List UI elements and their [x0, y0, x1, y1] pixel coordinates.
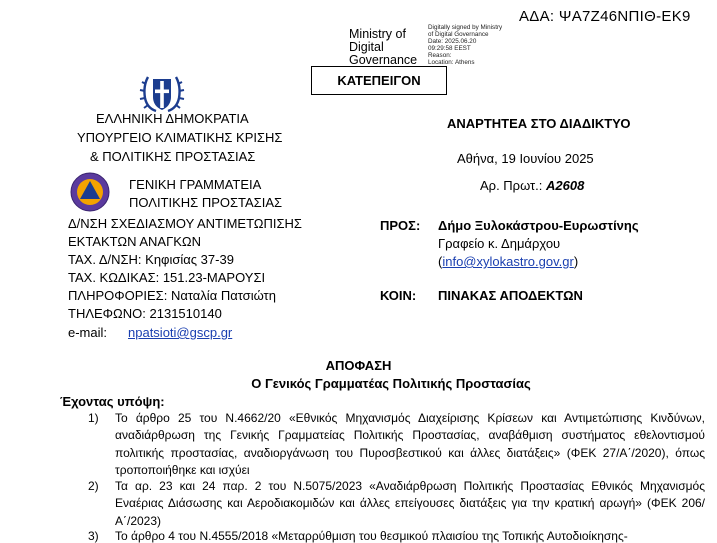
recipient-email-link[interactable]: info@xylokastro.gov.gr: [442, 254, 574, 269]
cc-label: ΚΟΙΝ:: [380, 288, 417, 303]
signature-line: Date: 2025.06.20: [428, 38, 477, 46]
decision-subtitle: Ο Γενικός Γραμματέας Πολιτικής Προστασίας: [251, 376, 531, 391]
paren-close: ): [573, 254, 579, 269]
urgent-box: ΚΑΤΕΠΕΙΓΟΝ: [311, 66, 447, 95]
sender-country: ΕΛΛΗΝΙΚΗ ΔΗΜΟΚΡΑΤΙΑ: [96, 111, 249, 126]
signature-line: Digitally signed by Ministry: [428, 24, 503, 31]
to-label: ΠΡΟΣ:: [380, 218, 421, 233]
signature-line: of Digital Governance: [428, 31, 489, 39]
item-number: 2): [88, 479, 99, 493]
signature-line: Reason:: [428, 52, 452, 60]
contact-person: ΠΛΗΡΟΦΟΡΙΕΣ: Ναταλία Πατσιώτη: [68, 288, 276, 303]
email-label: e-mail:: [68, 325, 108, 340]
decision-title: ΑΠΟΦΑΣΗ: [325, 358, 392, 373]
list-item: [88, 528, 708, 543]
paren-open: (: [438, 254, 443, 269]
protocol-label: Αρ. Πρωτ.:: [480, 178, 543, 193]
sender-ministry-2: & ΠΟΛΙΤΙΚΗΣ ΠΡΟΣΤΑΣΙΑΣ: [90, 149, 256, 164]
department-name-2: ΕΚΤΑΚΤΩΝ ΑΝΑΓΚΩΝ: [68, 234, 202, 249]
ada-code: ΑΔΑ: ΨΑ7Ζ46ΝΠΙΘ-ΕΚ9: [519, 8, 691, 25]
recipient-email-line: [438, 254, 578, 269]
document-date: Αθήνα, 19 Ιουνίου 2025: [457, 151, 594, 166]
list-item: [88, 410, 708, 480]
sender-ministry: ΥΠΟΥΡΓΕΙΟ ΚΛΙΜΑΤΙΚΗΣ ΚΡΙΣΗΣ: [77, 130, 283, 145]
item-number: 3): [88, 529, 99, 543]
item-text: Τα αρ. 23 και 24 παρ. 2 του Ν.5075/2023 «Αναδιάρθρωση Πολιτικής Προστασίας Εθνικός Μηχανισμός Εναέριας Διάσωσης και Αεροδιακομιδών και άλλες επείγουσες διατάξεις για την κρατική αρωγή» (ΦΕΚ 206/Α΄/2023): [115, 479, 705, 528]
ministry-name: Ministry of Digital Governance: [349, 27, 418, 67]
civil-protection-logo-icon: [70, 172, 110, 212]
sender-email-link[interactable]: npatsioti@gscp.gr: [128, 325, 233, 340]
publish-notice: ΑΝΑΡΤΗΤΕΑ ΣΤΟ ΔΙΑΔΙΚΤΥΟ: [447, 116, 631, 131]
protocol-value: Α2608: [546, 178, 585, 193]
postal-address: ΤΑΧ. Δ/ΝΣΗ: Κηφισίας 37-39: [68, 252, 234, 267]
coat-of-arms-icon: [138, 74, 186, 114]
recipient-office: Γραφείο κ. Δημάρχου: [438, 236, 561, 251]
postal-code: ΤΑΧ. ΚΩΔΙΚΑΣ: 151.23-ΜΑΡΟΥΣΙ: [68, 270, 266, 285]
general-secretariat: ΓΕΝΙΚΗ ΓΡΑΜΜΑΤΕΙΑ: [129, 177, 262, 192]
digital-signature: [428, 24, 528, 67]
signature-line: 09:29:58 EEST: [428, 45, 471, 53]
general-secretariat-2: ΠΟΛΙΤΙΚΗΣ ΠΡΟΣΤΑΣΙΑΣ: [129, 195, 283, 210]
protocol-number: [480, 178, 584, 193]
considering-heading: Έχοντας υπόψη:: [60, 394, 165, 409]
item-text: Το άρθρο 4 του Ν.4555/2018 «Μεταρρύθμιση του θεσμικού πλαισίου της Τοπικής Αυτοδιοίκησης-: [115, 529, 628, 543]
recipient-name: Δήμο Ξυλοκάστρου-Ευρωστίνης: [438, 218, 639, 233]
department-name: Δ/ΝΣΗ ΣΧΕΔΙΑΣΜΟΥ ΑΝΤΙΜΕΤΩΠΙΣΗΣ: [68, 216, 302, 231]
item-number: 1): [88, 411, 99, 425]
phone-number: ΤΗΛΕΦΩΝΟ: 2131510140: [68, 306, 222, 321]
item-text: Το άρθρο 25 του Ν.4662/20 «Εθνικός Μηχανισμός Διαχείρισης Κρίσεων και Αντιμετώπισης Κινδύνων, αναδιάρθρωση της Γενικής Γραμματείας Πολιτικής Προστασίας, αναβάθμιση συστήματος εθελοντισμού πολιτικής προστασίας, αναδιοργάνωση του Πυροσβεστικού και άλλες διατάξεις» (ΦΕΚ 27/Α΄/2020), όπως τροποποιήθηκε και ισχύει: [115, 411, 705, 478]
cc-value: ΠΙΝΑΚΑΣ ΑΠΟΔΕΚΤΩΝ: [438, 288, 583, 303]
list-item: [88, 478, 708, 530]
signature-line: Location: Athens: [428, 59, 475, 67]
